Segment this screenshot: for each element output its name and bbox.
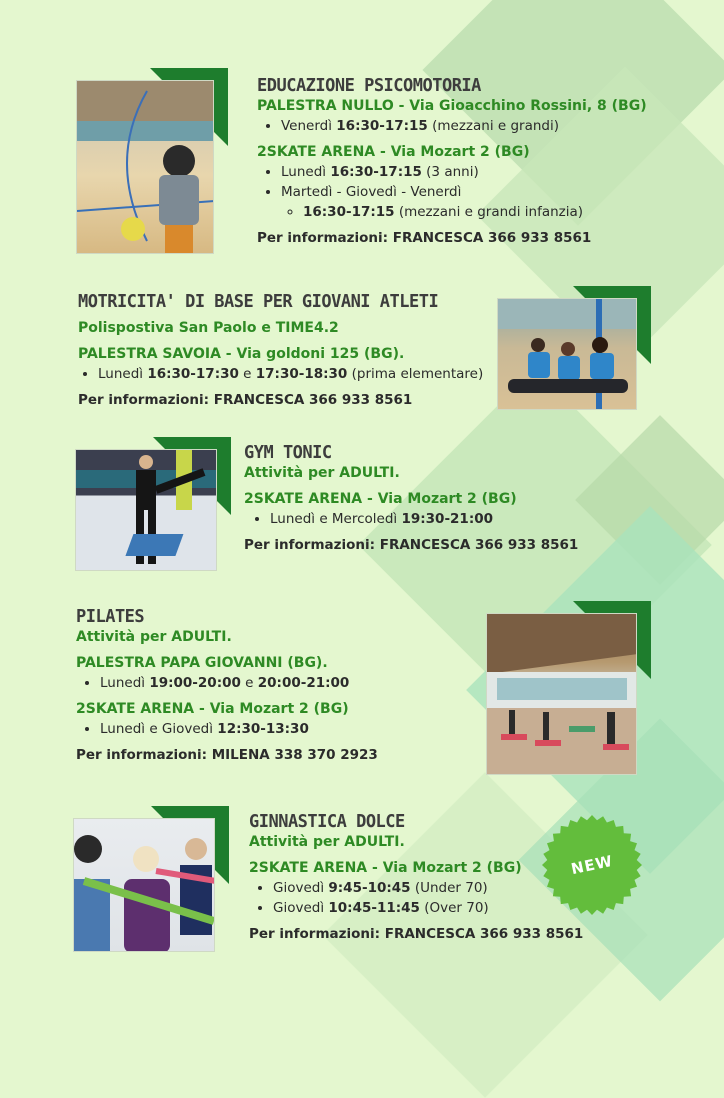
seniors-band-illustration <box>74 819 215 952</box>
schedule-item: • Lunedì e Giovedì 12:30-13:30 <box>100 719 476 739</box>
schedule-list <box>244 509 644 529</box>
section-educazione <box>257 76 657 248</box>
venue-heading: 2SKATE ARENA - Via Mozart 2 (BG) <box>244 491 517 507</box>
photo-gym-tonic <box>75 449 217 571</box>
section-pilates <box>76 607 476 765</box>
schedule-subitem: ◦ 16:30-17:15 (mezzani e grandi infanzia) <box>303 202 657 222</box>
contact-info: Per informazioni: MILENA 338 370 2923 <box>76 747 378 763</box>
section-title: EDUCAZIONE PSICOMOTORIA <box>257 75 481 97</box>
schedule-item: • Giovedì 10:45-11:45 (Over 70) <box>273 898 649 918</box>
photo-motricita <box>497 298 637 410</box>
schedule-item: • Martedì - Giovedì - Venerdì ◦ 16:30-17:15 (mezzani e grandi infanzia) <box>281 182 657 222</box>
pilates-class-illustration <box>487 614 637 775</box>
schedule-item: • Lunedì e Mercoledì 19:30-21:00 <box>270 509 644 529</box>
venue-heading: PALESTRA PAPA GIOVANNI (BG). <box>76 655 328 671</box>
schedule-item: • Lunedì 19:00-20:00 e 20:00-21:00 <box>100 673 476 693</box>
schedule-sublist <box>281 202 657 222</box>
contact-info: Per informazioni: FRANCESCA 366 933 8561 <box>244 537 579 553</box>
schedule-list <box>257 162 657 222</box>
audience-label: Attività per ADULTI. <box>76 629 232 645</box>
schedule-list <box>76 673 476 693</box>
contact-info: Per informazioni: FRANCESCA 366 933 8561 <box>78 392 413 408</box>
child-archery-illustration <box>77 81 214 254</box>
photo-educazione <box>76 80 214 254</box>
seniors-band-photo <box>73 818 215 952</box>
venue-heading: 2SKATE ARENA - Via Mozart 2 (BG) <box>76 701 349 717</box>
new-badge <box>541 814 643 916</box>
schedule-item: • Venerdì 16:30-17:15 (mezzani e grandi) <box>281 116 657 136</box>
venue-heading: 2SKATE ARENA - Via Mozart 2 (BG) <box>249 860 522 876</box>
section-title: GYM TONIC <box>244 442 332 464</box>
schedule-list <box>78 364 498 384</box>
section-motricita <box>78 292 498 410</box>
venue-heading: PALESTRA SAVOIA - Via goldoni 125 (BG). <box>78 346 405 362</box>
venue-heading: PALESTRA NULLO - Via Gioacchino Rossini, 8 (BG) <box>257 98 647 114</box>
new-badge-label: NEW <box>569 851 615 879</box>
schedule-item: • Giovedì 9:45-10:45 (Under 70) <box>273 878 649 898</box>
contact-info: Per informazioni: FRANCESCA 366 933 8561 <box>249 926 584 942</box>
photo-ginnastica <box>73 818 215 952</box>
venue-heading: 2SKATE ARENA - Via Mozart 2 (BG) <box>257 144 530 160</box>
schedule-item: • Lunedì 16:30-17:30 e 17:30-18:30 (prima elementare) <box>98 364 498 384</box>
kick-trainer-illustration <box>76 450 217 571</box>
section-title: PILATES <box>76 606 145 628</box>
child-archery-photo <box>76 80 214 254</box>
schedule-list <box>76 719 476 739</box>
kick-trainer-photo <box>75 449 217 571</box>
section-title: GINNASTICA DOLCE <box>249 811 405 833</box>
photo-pilates <box>486 613 637 775</box>
audience-label: Attività per ADULTI. <box>249 834 405 850</box>
section-title: MOTRICITA' DI BASE PER GIOVANI ATLETI <box>78 291 439 313</box>
organizer-name: Polispostiva San Paolo e TIME4.2 <box>78 320 339 336</box>
pilates-class-photo <box>486 613 637 775</box>
audience-label: Attività per ADULTI. <box>244 465 400 481</box>
section-gym-tonic <box>244 443 644 555</box>
kids-group-illustration <box>498 299 637 410</box>
kids-group-photo <box>497 298 637 410</box>
contact-info: Per informazioni: FRANCESCA 366 933 8561 <box>257 230 592 246</box>
schedule-item: • Lunedì 16:30-17:15 (3 anni) <box>281 162 657 182</box>
schedule-list <box>257 116 657 136</box>
